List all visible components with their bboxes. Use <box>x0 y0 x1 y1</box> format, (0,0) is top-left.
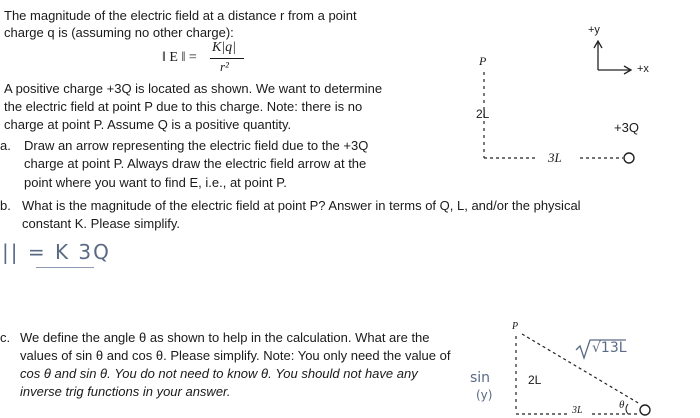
diagram2-charge-circle <box>640 405 650 415</box>
charge-circle <box>624 153 634 163</box>
handwritten-sin-note: sin <box>470 370 491 386</box>
angle-arc <box>626 404 628 414</box>
part-b-line-1: What is the magnitude of the electric field at point P? Answer in terms of Q, L, and/or the physical <box>22 198 581 213</box>
part-c-line-1: We define the angle θ as shown to help in the calculation. What are the <box>20 330 430 345</box>
diagram2-bottom-label: 3L <box>572 405 583 416</box>
part-b-line-2: constant K. Please simplify. <box>22 216 180 231</box>
formula-denominator: r² <box>220 59 229 74</box>
point-p-label: P <box>479 54 487 68</box>
diagram2-vertical-label: 2L <box>528 373 542 387</box>
diagram2-point-label: P <box>512 321 519 332</box>
part-a-line-2: charge at point P. Always draw the electric field arrow at the <box>24 156 367 171</box>
part-a-line-1: Draw an arrow representing the electric field due to the +3Q <box>24 138 369 153</box>
part-c-line-3: cos θ and sin θ. You do not need to know θ. You should not have any <box>20 366 418 381</box>
part-c-line-2: values of sin θ and cos θ. Please simplify. Note: You only need the value of <box>20 348 451 363</box>
setup-line-3: charge at point P. Assume Q is a positive quantity. <box>4 117 292 132</box>
handwritten-answer-b: || = K 3Q <box>2 240 111 264</box>
setup-line-2: the electric field at point P due to this charge. Note: there is no <box>4 99 363 114</box>
intro-line-1: The magnitude of the electric field at a distance r from a point <box>4 8 357 23</box>
part-a-line-3: point where you want to find E, i.e., at point P. <box>24 175 287 190</box>
angle-theta-label: θ <box>619 399 625 411</box>
part-c-line-4: inverse trig functions in your answer. <box>20 384 231 399</box>
part-c-marker: c. <box>0 330 11 345</box>
axis-x-label: +x <box>637 63 649 75</box>
setup-line-1: A positive charge +3Q is located as shown. We want to determine <box>4 81 383 96</box>
axis-y-label: +y <box>588 24 600 36</box>
horizontal-distance-label: 3L <box>548 150 562 165</box>
axes-icon <box>594 41 631 74</box>
charge-label: +3Q <box>614 120 639 135</box>
formula-numerator: K|q| <box>212 40 237 55</box>
hypotenuse-label: √13L <box>592 340 627 356</box>
part-a-marker: a. <box>0 138 11 153</box>
formula-lhs: ‖ E ‖ = <box>162 50 197 65</box>
handwritten-y-note: (y) <box>476 388 493 402</box>
intro-line-2: charge q is (assuming no other charge): <box>4 25 234 40</box>
part-b-marker: b. <box>0 198 11 213</box>
vertical-distance-label: 2L <box>476 107 490 121</box>
